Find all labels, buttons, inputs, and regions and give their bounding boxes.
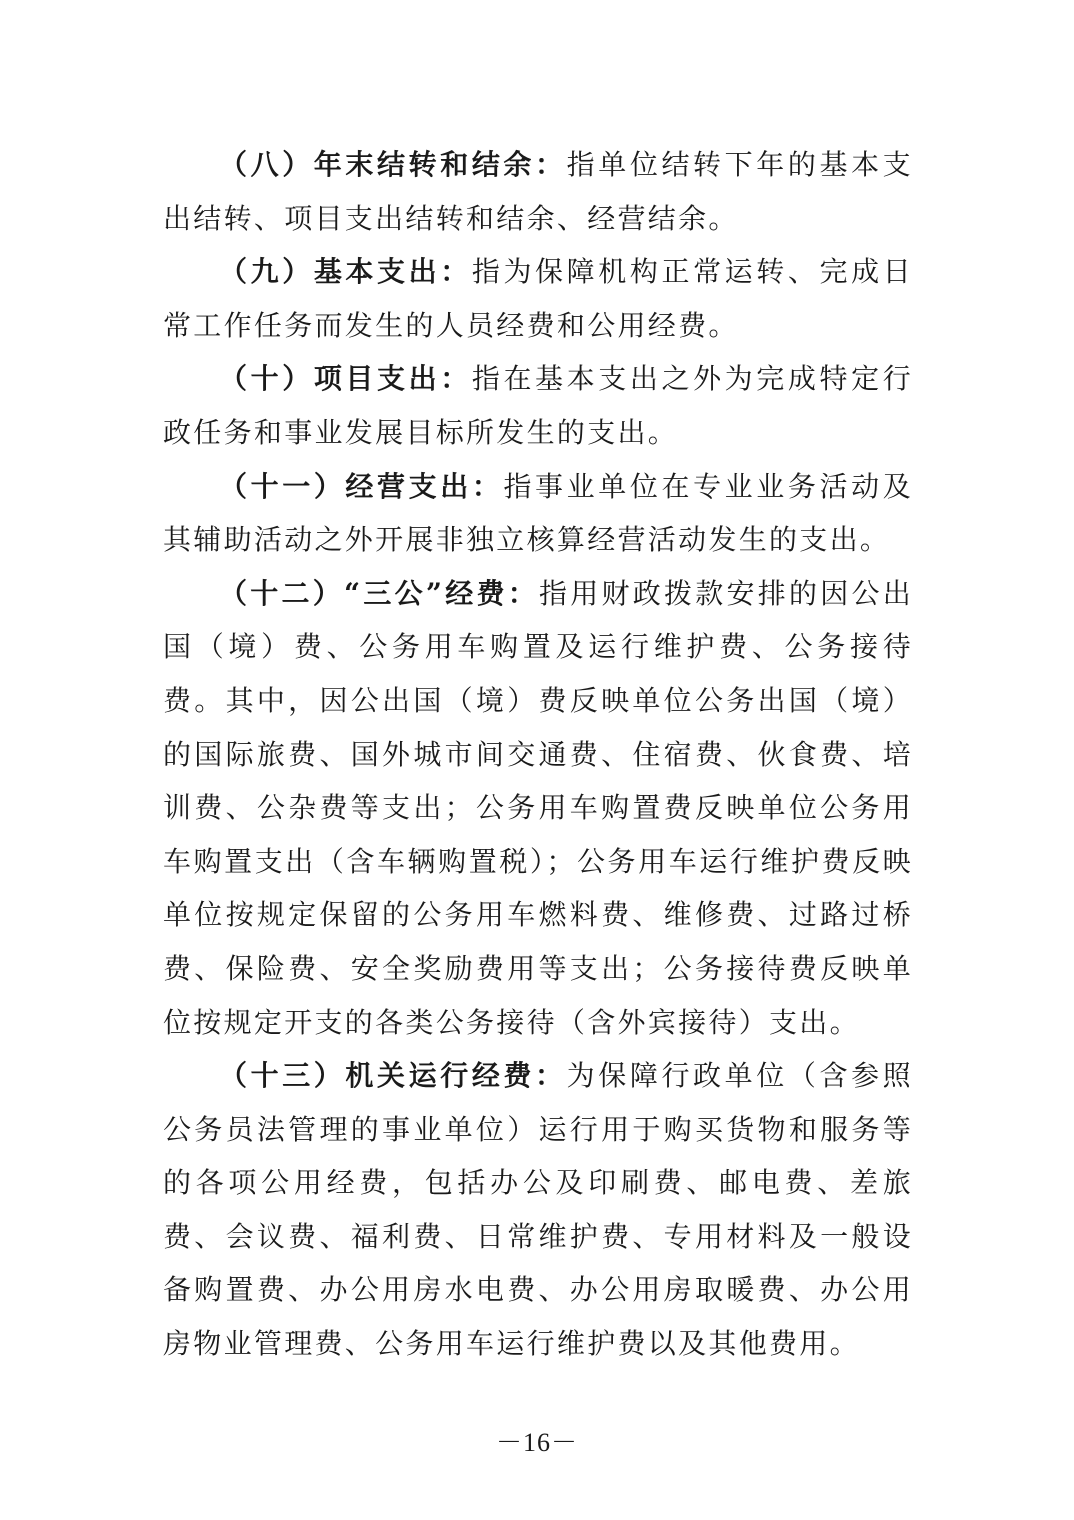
term-heading: （十一）经营支出：	[219, 469, 504, 503]
paragraph-agency-operating-funds	[163, 1049, 913, 1371]
term-definition: 为保障行政单位（含参照公务员法管理的事业单位）运行用于购买货物和服务等的各项公用经费，包括办公及印刷费、邮电费、差旅费、会议费、福利费、日常维护费、专用材料及一般设备购置费、办公用房水电费、办公用房取暖费、办公用房物业管理费、公务用车运行维护费以及其他费用。	[163, 1059, 913, 1361]
term-definition: 指在基本支出之外为完成特定行政任务和事业发展目标所发生的支出。	[163, 362, 914, 449]
paragraph-operating-expenditure	[163, 460, 913, 567]
page-number: －16－	[495, 1428, 578, 1457]
term-heading: （十三）机关运行经费：	[219, 1059, 567, 1093]
term-definition: 指为保障机构正常运转、完成日常工作任务而发生的人员经费和公用经费。	[163, 255, 914, 342]
term-definition: 指单位结转下年的基本支出结转、项目支出结转和结余、经营结余。	[163, 148, 913, 235]
paragraph-three-public-expenses	[163, 567, 913, 1049]
term-definition: 指事业单位在专业业务活动及其辅助活动之外开展非独立核算经营活动发生的支出。	[163, 469, 914, 557]
term-definition: 指用财政拨款安排的因公出国（境）费、公务用车购置及运行维护费、公务接待费。其中，因公出国（境）费反映单位公务出国（境）的国际旅费、国外城市间交通费、住宿费、伙食费、培训费、公杂费等支出；公务用车购置费反映单位公务用车购置支出（含车辆购置税）；公务用车运行维护费反映单位按规定保留的公务用车燃料费、维修费、过路过桥费、保险费、安全奖励费用等支出；公务接待费反映单位按规定开支的各类公务接待（含外宾接待）支出。	[163, 576, 913, 1039]
term-heading: （八）年末结转和结余：	[219, 148, 567, 181]
term-heading: （十二）“三公”经费：	[219, 576, 539, 610]
paragraph-project-expenditure	[163, 352, 913, 459]
document-body	[163, 138, 913, 1371]
paragraph-basic-expenditure	[163, 245, 913, 352]
term-heading: （九）基本支出：	[219, 255, 472, 289]
paragraph-year-end-carryover	[163, 138, 913, 245]
term-heading: （十）项目支出：	[219, 362, 472, 396]
